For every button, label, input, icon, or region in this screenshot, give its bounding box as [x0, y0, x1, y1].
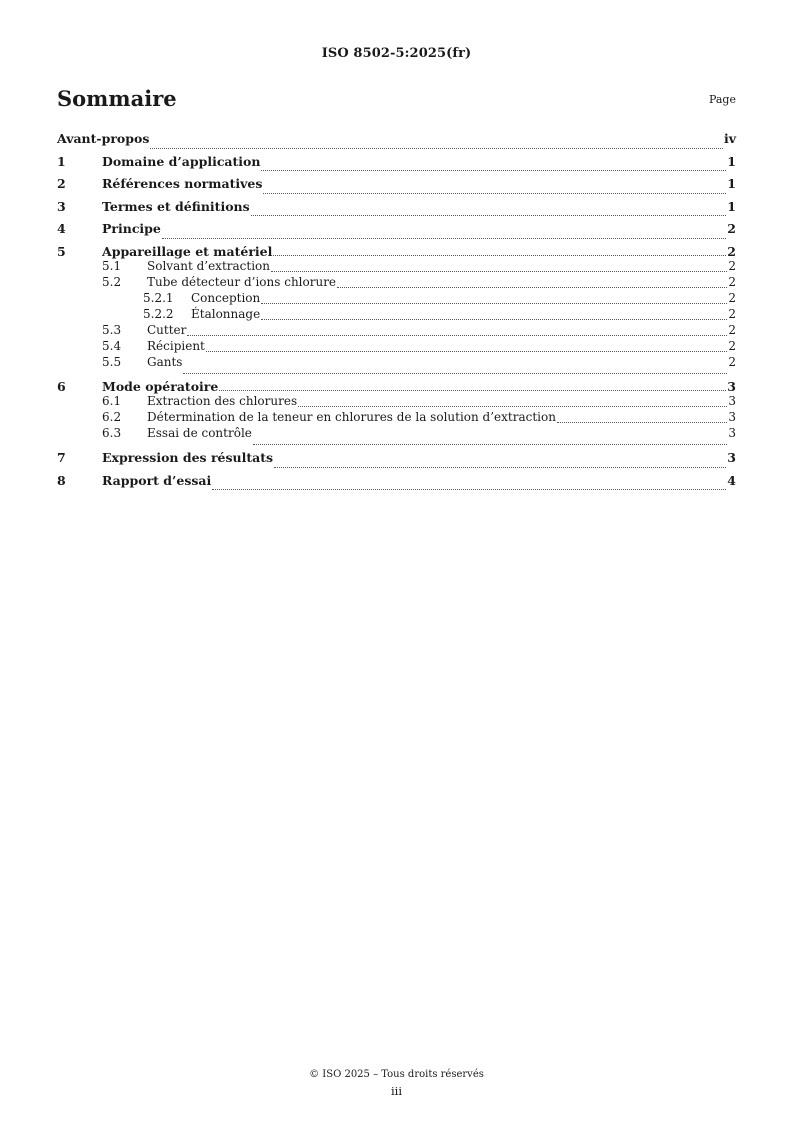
toc-entry-page: 4	[727, 472, 736, 488]
toc-entry-number: 7	[57, 450, 66, 466]
toc-entry-page: 2	[727, 221, 736, 236]
toc-entry-page: 2	[728, 338, 736, 353]
toc-entry-page: 2	[728, 290, 736, 305]
toc-entry-6-1[interactable]	[57, 394, 736, 410]
page-number: iii	[390, 1084, 403, 1098]
toc-entry-page: 2	[728, 274, 736, 289]
document-header: ISO 8502-5:2025(fr)	[321, 46, 472, 61]
toc-entry-number: 5.4	[102, 338, 122, 353]
toc-entry-number: 5.1	[102, 258, 122, 273]
toc-entry-number: 3	[57, 198, 66, 214]
toc-entry-8[interactable]	[57, 471, 736, 494]
toc-entry-number: 6.2	[102, 410, 122, 425]
toc-entry-5-3[interactable]	[57, 323, 736, 339]
toc-entry-5[interactable]	[57, 242, 736, 259]
toc-entry-label: Rapport d’essai	[102, 472, 212, 488]
dot-leader	[261, 319, 727, 320]
toc-entry-number: 5.2.1	[143, 290, 174, 305]
toc-entry-label: Conception	[191, 290, 261, 305]
toc-entry-4[interactable]	[57, 219, 736, 242]
toc-entry-label: Avant-propos	[57, 131, 150, 146]
dot-leader	[187, 335, 727, 336]
toc-entry-label: Essai de contrôle	[147, 426, 252, 441]
dot-leader	[219, 390, 726, 391]
toc-entry-page: iv	[723, 131, 736, 146]
toc-entry-number: 8	[57, 472, 66, 488]
toc-entry-label: Domaine d’application	[102, 153, 261, 169]
toc-entry-number: 5.2.2	[143, 306, 174, 321]
toc-entry-page: 1	[727, 198, 736, 214]
toc-entry-number: 5.5	[102, 355, 122, 370]
toc-entry-label: Détermination de la teneur en chlorures de la solution d’extraction	[147, 410, 556, 425]
dot-leader	[150, 148, 723, 149]
toc-entry-5-2[interactable]	[57, 275, 736, 291]
toc-entry-7[interactable]	[57, 448, 736, 471]
toc-entry-page: 3	[727, 450, 736, 466]
toc-entry-page: 2	[728, 355, 736, 370]
toc-entry-page: 2	[728, 258, 736, 273]
dot-leader	[261, 170, 726, 171]
toc-entry-5-2-1[interactable]	[57, 291, 736, 307]
toc-entry-number: 5	[57, 243, 66, 259]
toc-entry-number: 6.3	[102, 426, 122, 441]
toc-entry-label: Références normatives	[102, 176, 263, 191]
dot-leader	[261, 303, 727, 304]
toc-entry-label: Termes et définitions	[102, 198, 250, 214]
toc-entry-label: Extraction des chlorures	[147, 394, 298, 409]
toc-entry-label: Solvant d’extraction	[147, 258, 270, 273]
toc-entry-1[interactable]	[57, 152, 736, 175]
toc-entry-label: Appareillage et matériel	[102, 243, 273, 259]
page-title: Sommaire	[57, 86, 177, 111]
page-footer	[0, 1067, 793, 1099]
toc-entry-page: 1	[727, 176, 736, 191]
toc-entry-label: Récipient	[147, 338, 205, 353]
dot-leader	[298, 406, 727, 407]
dot-leader	[212, 489, 726, 490]
toc-entry-5-4[interactable]	[57, 339, 736, 355]
dot-leader	[557, 422, 727, 423]
dot-leader	[251, 215, 727, 216]
toc-entry-3[interactable]	[57, 197, 736, 220]
toc-entry-label: Principe	[102, 221, 161, 236]
dot-leader	[162, 238, 726, 239]
dot-leader	[253, 444, 727, 445]
toc-entry-page: 2	[727, 243, 736, 259]
toc-entry-page: 2	[728, 306, 736, 321]
toc-entry-number: 4	[57, 221, 66, 236]
toc-entry-label: Expression des résultats	[102, 450, 274, 466]
toc-entry-5-1[interactable]	[57, 259, 736, 275]
copyright-notice: © ISO 2025 – Tous droits réservés	[309, 1069, 484, 1080]
dot-leader	[274, 467, 726, 468]
dot-leader	[271, 271, 727, 272]
toc-entry-label: Mode opératoire	[102, 379, 219, 395]
table-of-contents	[57, 129, 736, 493]
toc-entry-6-2[interactable]	[57, 410, 736, 426]
dot-leader	[183, 373, 727, 374]
toc-entry-number: 1	[57, 153, 66, 169]
toc-entry-number: 5.3	[102, 322, 122, 337]
dot-leader	[263, 193, 726, 194]
toc-entry-foreword[interactable]	[57, 129, 736, 152]
toc-entry-number: 6.1	[102, 394, 122, 409]
toc-title-row	[57, 86, 736, 114]
toc-entry-5-2-2[interactable]	[57, 307, 736, 323]
toc-entry-page: 2	[728, 322, 736, 337]
page-column-label: Page	[708, 93, 736, 106]
toc-entry-2[interactable]	[57, 174, 736, 197]
toc-entry-6-3[interactable]	[57, 426, 736, 448]
toc-entry-label: Tube détecteur d’ions chlorure	[147, 274, 337, 289]
toc-entry-label: Gants	[147, 355, 183, 370]
toc-entry-page: 3	[727, 379, 736, 395]
dot-leader	[206, 351, 727, 352]
toc-entry-label: Cutter	[147, 322, 187, 337]
toc-entry-label: Étalonnage	[191, 306, 261, 321]
toc-entry-6[interactable]	[57, 377, 736, 394]
toc-entry-number: 5.2	[102, 274, 122, 289]
toc-entry-page: 3	[728, 426, 736, 441]
dot-leader	[273, 255, 726, 256]
toc-entry-page: 3	[728, 394, 736, 409]
toc-entry-page: 3	[728, 410, 736, 425]
dot-leader	[337, 287, 727, 288]
toc-entry-number: 6	[57, 379, 66, 395]
toc-entry-page: 1	[727, 153, 736, 169]
toc-entry-5-5[interactable]	[57, 355, 736, 377]
toc-entry-number: 2	[57, 176, 66, 191]
